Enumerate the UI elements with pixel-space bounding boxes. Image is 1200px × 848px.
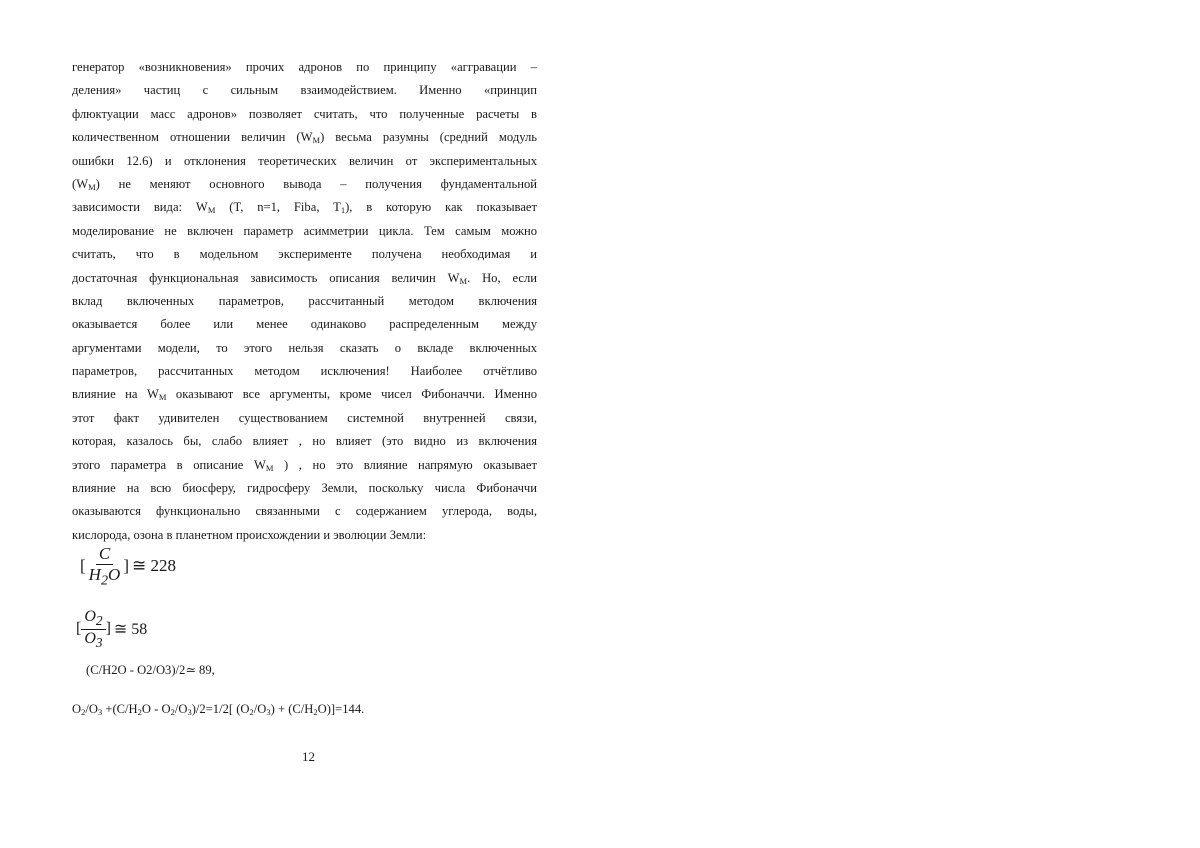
text-run: параметров, рассчитанных методом исключения! Наиболее отчётливо: [72, 364, 537, 379]
text-line: [72, 196, 537, 219]
text-line: [72, 103, 537, 126]
text-line: [72, 383, 537, 406]
text-run: H: [88, 564, 101, 584]
text-run: ) не меняют основного вывода – получения фундаментальной: [95, 176, 537, 191]
formula-bracket-close: ]: [105, 620, 111, 637]
subscript: M: [88, 181, 96, 192]
text-run: O - O: [141, 702, 171, 716]
text-run: /O: [85, 702, 98, 716]
formula-bracket-open: [: [80, 556, 86, 576]
subscript: 2: [137, 707, 142, 717]
text-run: ) весьма разумны (средний модуль: [320, 130, 537, 145]
text-run: O: [108, 564, 121, 584]
text-run: этого параметра в описание W: [72, 457, 266, 472]
subscript: 3: [266, 707, 271, 717]
text-run: +(C/H: [102, 702, 138, 716]
text-line: [72, 407, 537, 430]
fraction-numerator: C: [96, 544, 113, 565]
subscript: 3: [95, 634, 103, 650]
text-line: [72, 477, 537, 500]
text-run: аргументами модели, то этого нельзя сказать о вкладе включенных: [72, 340, 537, 355]
text-line: [72, 267, 537, 290]
text-line: [72, 313, 537, 336]
text-line: [72, 79, 537, 102]
text-run: O: [84, 629, 96, 647]
text-line: [72, 126, 537, 149]
fraction: [86, 544, 124, 588]
fraction: [81, 608, 105, 650]
text-line: [72, 243, 537, 266]
subscript: 2: [249, 707, 254, 717]
subscript: 2: [170, 707, 175, 717]
fraction-denominator: [81, 630, 105, 651]
body-paragraph: [72, 56, 537, 547]
text-run: /O: [253, 702, 267, 716]
text-run: кислорода, озона в планетном происхождении и эволюции Земли:: [72, 527, 427, 542]
text-run: (W: [72, 176, 89, 191]
text-run: влияние на W: [72, 387, 159, 402]
subscript: M: [158, 392, 167, 403]
text-run: количественном отношении величин (W: [72, 130, 313, 145]
text-run: вклад включенных параметров, рассчитанный методом включения: [72, 293, 537, 308]
text-run: O)]=144.: [317, 702, 365, 716]
subscript: M: [312, 135, 321, 146]
subscript: M: [459, 275, 468, 286]
text-run: деления» частиц с сильным взаимодействием. Именно «принцип: [72, 83, 537, 98]
text-line: [72, 500, 537, 523]
subscript: 2: [81, 707, 86, 717]
text-run: )/2=1/2[ (O: [191, 702, 250, 716]
subscript: 1: [340, 205, 346, 216]
text-line: [72, 56, 537, 79]
text-line: [72, 150, 537, 173]
text-run: O: [72, 702, 82, 716]
subscript: M: [265, 462, 274, 473]
formula-relation: ≅ 228: [131, 556, 176, 576]
text-run: оказывают все аргументы, кроме чисел Фибоначчи. Именно: [166, 387, 537, 402]
fraction-numerator: [81, 608, 105, 630]
text-run: ) + (C/H: [270, 702, 314, 716]
text-run: оказывается более или менее одинаково распределенным между: [72, 317, 537, 332]
text-run: зависимости вида: W: [72, 200, 208, 215]
text-run: считать, что в модельном эксперименте получена необходимая и: [72, 247, 537, 262]
formula-oxygen-ozone: [76, 608, 147, 650]
text-run: ошибки 12.6) и отклонения теоретических величин от экспериментальных: [72, 153, 537, 168]
text-line: [72, 337, 537, 360]
text-run: генератор «возникновения» прочих адронов по принципу «аггравации –: [72, 60, 537, 74]
text-line: [72, 360, 537, 383]
subscript: 3: [97, 707, 103, 717]
fraction-denominator: [86, 565, 124, 589]
subscript: 3: [187, 707, 192, 717]
text-run: ), в которую как показывает: [345, 200, 537, 215]
formula-relation: ≅ 58: [113, 621, 148, 638]
text-line: [72, 220, 537, 243]
text-run: влияние на всю биосферу, гидросферу Земли, поскольку числа Фибоначчи: [72, 481, 537, 496]
formula-carbon-water: [80, 544, 176, 588]
formula-sum-144: [72, 702, 364, 717]
text-run: которая, казалось бы, слабо влияет , но влияет (это видно из включения: [72, 434, 537, 449]
text-run: . Но, если: [467, 270, 537, 285]
subscript: 2: [313, 707, 318, 717]
text-line: [72, 173, 537, 196]
text-run: оказываются функционально связанными с содержанием углерода, воды,: [72, 504, 537, 519]
subscript: 2: [95, 613, 103, 629]
text-run: ) , но это влияние напрямую оказывает: [273, 457, 537, 472]
text-run: /O: [174, 702, 188, 716]
text-line: [72, 430, 537, 453]
formula-bracket-close: ]: [123, 556, 129, 576]
text-run: флюктуации масс адронов» позволяет считать, что полученные расчеты в: [72, 106, 537, 121]
formula-bracket-open: [: [76, 620, 82, 637]
formula-half-difference: (C/H2O - O2/O3)/2≃ 89,: [86, 663, 215, 677]
text-run: моделирование не включен параметр асимметрии цикла. Тем самым можно: [72, 223, 537, 238]
text-run: (T, n=1, Fiba, T: [215, 200, 341, 215]
subscript: M: [207, 205, 216, 216]
subscript: 2: [100, 571, 109, 588]
text-line: [72, 454, 537, 477]
text-line: [72, 290, 537, 313]
text-run: O: [84, 608, 96, 625]
text-run: этот факт удивителен существованием системной внутренней связи,: [72, 410, 537, 425]
page-number: 12: [302, 749, 315, 764]
text-run: достаточная функциональная зависимость описания величин W: [72, 270, 460, 285]
